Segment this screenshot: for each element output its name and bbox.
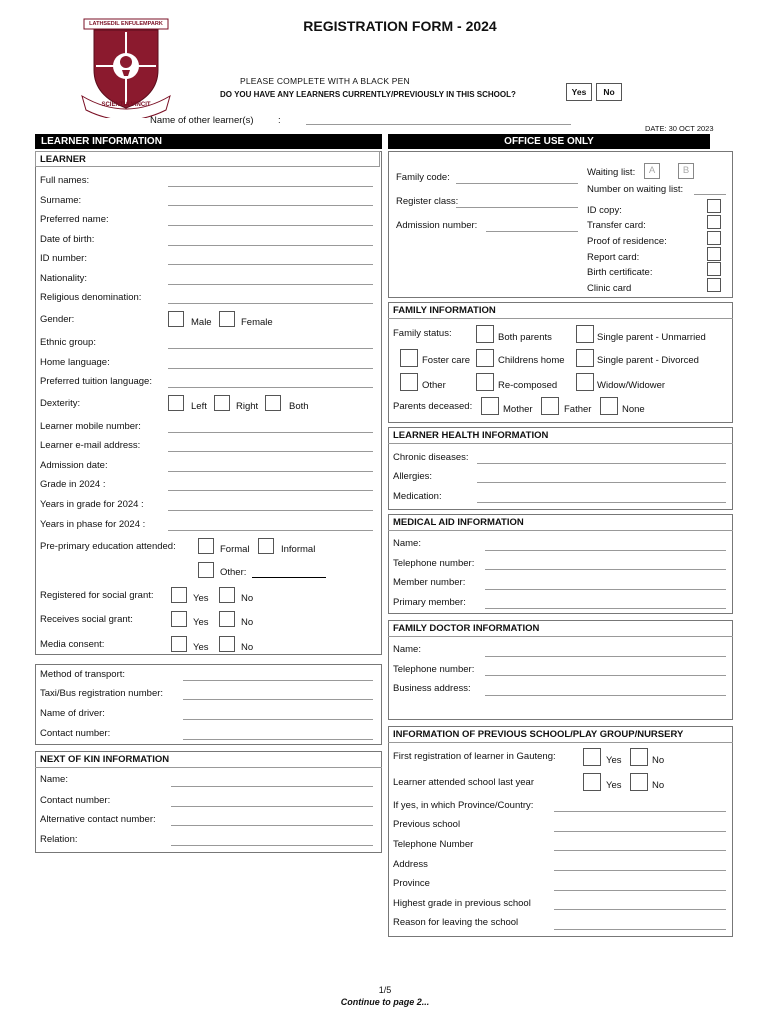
reason-leaving-label: Reason for leaving the school — [393, 917, 519, 928]
kin-header: NEXT OF KIN INFORMATION — [40, 754, 170, 765]
admission-date-label: Admission date: — [40, 460, 108, 471]
email-input[interactable] — [168, 451, 373, 452]
family-status-label: Family status: — [393, 328, 452, 339]
previous-school-header-divider — [388, 742, 733, 743]
deceased-father-label: Father — [564, 404, 592, 415]
school-crest — [80, 18, 172, 118]
family-other-label: Other — [422, 380, 446, 391]
medical-header: MEDICAL AID INFORMATION — [393, 517, 524, 528]
previous-tel-input[interactable] — [554, 850, 726, 851]
allergies-label: Allergies: — [393, 471, 433, 482]
receives-grant-yes-checkbox[interactable] — [171, 611, 187, 627]
preprimary-formal-checkbox[interactable] — [198, 538, 214, 554]
preprimary-label: Pre-primary education attended: — [40, 541, 176, 552]
surname-input[interactable] — [168, 205, 373, 206]
full-names-input[interactable] — [168, 186, 373, 187]
family-foster-label: Foster care — [422, 355, 471, 366]
kin-contact-label: Contact number: — [40, 795, 111, 806]
highest-grade-label: Highest grade in previous school — [393, 898, 531, 909]
grade-label: Grade in 2024 : — [40, 479, 106, 490]
previous-school-input[interactable] — [554, 831, 726, 832]
family-childrens-home-label: Childrens home — [498, 355, 565, 366]
family-single-divorced-checkbox[interactable] — [576, 349, 594, 367]
years-phase-label: Years in phase for 2024 : — [40, 519, 146, 530]
waiting-list-b-box[interactable] — [678, 163, 694, 179]
family-widow-checkbox[interactable] — [576, 373, 594, 391]
primary-member-input[interactable] — [485, 608, 726, 609]
instructions: PLEASE COMPLETE WITH A BLACK PEN — [240, 76, 410, 86]
family-both-parents-label: Both parents — [498, 332, 552, 343]
province-country-label: If yes, in which Province/Country: — [393, 800, 534, 811]
doctor-address-input[interactable] — [485, 695, 726, 696]
previous-province-input[interactable] — [554, 890, 726, 891]
highest-grade-input[interactable] — [554, 909, 726, 910]
deceased-mother-checkbox[interactable] — [481, 397, 499, 415]
deceased-mother-label: Mother — [503, 404, 533, 415]
ethnic-input[interactable] — [168, 348, 373, 349]
first-registration-yes-checkbox[interactable] — [583, 748, 601, 766]
transfer-card-checkbox[interactable] — [707, 215, 721, 229]
sibling-yes-label: Yes — [571, 87, 587, 97]
years-phase-input[interactable] — [168, 530, 373, 531]
medical-tel-input[interactable] — [485, 569, 726, 570]
nationality-input[interactable] — [168, 284, 373, 285]
learner-info-header-text: LEARNER INFORMATION — [41, 136, 162, 147]
learner-section — [35, 151, 382, 655]
dob-input[interactable] — [168, 245, 373, 246]
attended-yes-label: Yes — [606, 780, 622, 791]
id-copy-checkbox[interactable] — [707, 199, 721, 213]
birth-certificate-label: Birth certificate: — [587, 267, 653, 278]
doctor-name-input[interactable] — [485, 656, 726, 657]
gender-female-label: Female — [241, 317, 273, 328]
dexterity-both-label: Both — [289, 401, 309, 412]
family-recomposed-checkbox[interactable] — [476, 373, 494, 391]
preprimary-other-label: Other: — [220, 567, 247, 578]
sibling-yes-button[interactable] — [566, 83, 592, 101]
previous-school-header: INFORMATION OF PREVIOUS SCHOOL/PLAY GROUP/NURSERY — [393, 729, 684, 740]
media-consent-yes-checkbox[interactable] — [171, 636, 187, 652]
kin-header-divider — [35, 767, 382, 768]
attended-yes-checkbox[interactable] — [583, 773, 601, 791]
years-grade-label: Years in grade for 2024 : — [40, 499, 144, 510]
religion-input[interactable] — [168, 303, 373, 304]
province-country-input[interactable] — [554, 811, 726, 812]
media-consent-no-checkbox[interactable] — [219, 636, 235, 652]
receives-grant-label: Receives social grant: — [40, 614, 133, 625]
admission-number-label: Admission number: — [396, 220, 478, 231]
dexterity-both-checkbox[interactable] — [265, 395, 281, 411]
transport-contact-label: Contact number: — [40, 728, 111, 739]
kin-alt-input[interactable] — [171, 825, 373, 826]
other-learner-colon: : — [278, 115, 281, 126]
doctor-name-label: Name: — [393, 644, 421, 655]
tuition-language-input[interactable] — [168, 387, 373, 388]
family-single-divorced-label: Single parent - Divorced — [597, 355, 699, 366]
first-registration-label: First registration of learner in Gauteng: — [393, 751, 556, 762]
transfer-card-label: Transfer card: — [587, 220, 646, 231]
ethnic-label: Ethnic group: — [40, 337, 96, 348]
preprimary-other-input[interactable] — [252, 577, 326, 578]
mobile-label: Learner mobile number: — [40, 421, 141, 432]
driver-name-input[interactable] — [183, 719, 373, 720]
other-learner-label: Name of other learner(s) — [150, 115, 254, 126]
primary-member-label: Primary member: — [393, 597, 466, 608]
page-title: REGISTRATION FORM - 2024 — [303, 18, 497, 34]
continue-note: Continue to page 2... — [340, 997, 430, 1007]
medication-label: Medication: — [393, 491, 442, 502]
family-header: FAMILY INFORMATION — [393, 305, 496, 316]
family-code-label: Family code: — [396, 172, 450, 183]
previous-address-input[interactable] — [554, 870, 726, 871]
medication-input[interactable] — [477, 502, 726, 503]
grade-input[interactable] — [168, 490, 373, 491]
preprimary-formal-label: Formal — [220, 544, 250, 555]
learner-info-header — [35, 134, 382, 149]
previous-address-label: Address — [393, 859, 428, 870]
transport-reg-label: Taxi/Bus registration number: — [40, 688, 164, 699]
waiting-list-label: Waiting list: — [587, 167, 636, 178]
dexterity-left-label: Left — [191, 401, 207, 412]
kin-name-label: Name: — [40, 774, 68, 785]
media-consent-yes-label: Yes — [193, 642, 209, 653]
doctor-tel-input[interactable] — [485, 675, 726, 676]
gender-female-checkbox[interactable] — [219, 311, 235, 327]
attended-no-label: No — [652, 780, 665, 791]
preprimary-informal-label: Informal — [281, 544, 316, 555]
kin-relation-input[interactable] — [171, 845, 373, 846]
home-language-label: Home language: — [40, 357, 110, 368]
family-single-unmarried-checkbox[interactable] — [576, 325, 594, 343]
preferred-name-input[interactable] — [168, 225, 373, 226]
gender-label: Gender: — [40, 314, 75, 325]
home-language-input[interactable] — [168, 368, 373, 369]
first-registration-no-label: No — [652, 755, 665, 766]
chronic-input[interactable] — [477, 463, 726, 464]
mobile-input[interactable] — [168, 432, 373, 433]
medical-header-divider — [388, 530, 733, 531]
health-header: LEARNER HEALTH INFORMATION — [393, 430, 549, 441]
family-foster-checkbox[interactable] — [400, 349, 418, 367]
gender-male-checkbox[interactable] — [168, 311, 184, 327]
sibling-no-button[interactable] — [596, 83, 622, 101]
driver-name-label: Name of driver: — [40, 708, 105, 719]
birth-certificate-checkbox[interactable] — [707, 262, 721, 276]
doctor-header-divider — [388, 636, 733, 637]
attended-no-checkbox[interactable] — [630, 773, 648, 791]
kin-alt-label: Alternative contact number: — [40, 814, 156, 825]
nationality-label: Nationality: — [40, 273, 87, 284]
waiting-list-a-box[interactable] — [644, 163, 660, 179]
family-childrens-home-checkbox[interactable] — [476, 349, 494, 367]
reason-leaving-input[interactable] — [554, 929, 726, 930]
doctor-tel-label: Telephone number: — [393, 664, 475, 675]
member-number-label: Member number: — [393, 577, 466, 588]
form-date: DATE: 30 OCT 2023 — [645, 124, 714, 133]
dexterity-right-checkbox[interactable] — [214, 395, 230, 411]
email-label: Learner e-mail address: — [40, 440, 141, 451]
media-consent-label: Media consent: — [40, 639, 105, 650]
transport-contact-input[interactable] — [183, 739, 373, 740]
sibling-no-label: No — [603, 87, 615, 97]
first-registration-no-checkbox[interactable] — [630, 748, 648, 766]
preferred-name-label: Preferred name: — [40, 214, 109, 225]
learner-subheader-box — [35, 151, 380, 167]
register-class-input[interactable] — [456, 207, 578, 208]
family-single-unmarried-label: Single parent - Unmarried — [597, 332, 706, 343]
admission-number-input[interactable] — [486, 231, 578, 232]
chronic-label: Chronic diseases: — [393, 452, 469, 463]
health-header-divider — [388, 443, 733, 444]
other-learner-input[interactable] — [306, 124, 571, 125]
deceased-none-checkbox[interactable] — [600, 397, 618, 415]
family-header-divider — [388, 318, 733, 319]
years-grade-input[interactable] — [168, 510, 373, 511]
clinic-card-checkbox[interactable] — [707, 278, 721, 292]
medical-name-label: Name: — [393, 538, 421, 549]
waiting-list-a-label: A — [648, 165, 656, 176]
social-grant-yes-checkbox[interactable] — [171, 587, 187, 603]
id-copy-label: ID copy: — [587, 205, 622, 216]
medical-name-input[interactable] — [485, 550, 726, 551]
social-grant-no-label: No — [241, 593, 254, 604]
doctor-address-label: Business address: — [393, 683, 471, 694]
family-both-parents-checkbox[interactable] — [476, 325, 494, 343]
surname-label: Surname: — [40, 195, 82, 206]
preprimary-other-checkbox[interactable] — [198, 562, 214, 578]
proof-residence-label: Proof of residence: — [587, 236, 667, 247]
transport-reg-input[interactable] — [183, 699, 373, 700]
doctor-header: FAMILY DOCTOR INFORMATION — [393, 623, 540, 634]
deceased-father-checkbox[interactable] — [541, 397, 559, 415]
tuition-language-label: Preferred tuition language: — [40, 376, 152, 387]
media-consent-no-label: No — [241, 642, 254, 653]
dexterity-right-label: Right — [236, 401, 259, 412]
parents-deceased-label: Parents deceased: — [393, 401, 473, 412]
id-number-label: ID number: — [40, 253, 87, 264]
admission-date-input[interactable] — [168, 471, 373, 472]
register-class-label: Register class: — [396, 196, 459, 207]
kin-relation-label: Relation: — [40, 834, 78, 845]
social-grant-label: Registered for social grant: — [40, 590, 154, 601]
preprimary-informal-checkbox[interactable] — [258, 538, 274, 554]
report-card-checkbox[interactable] — [707, 247, 721, 261]
learner-subheader: LEARNER — [40, 154, 86, 165]
previous-tel-label: Telephone Number — [393, 839, 474, 850]
receives-grant-no-checkbox[interactable] — [219, 611, 235, 627]
report-card-label: Report card: — [587, 252, 640, 263]
family-code-input[interactable] — [456, 183, 578, 184]
number-waiting-input[interactable] — [694, 194, 726, 195]
allergies-input[interactable] — [477, 482, 726, 483]
dexterity-label: Dexterity: — [40, 398, 81, 409]
transport-method-input[interactable] — [183, 680, 373, 681]
page-number: 1/5 — [378, 985, 392, 995]
dexterity-left-checkbox[interactable] — [168, 395, 184, 411]
gender-male-label: Male — [191, 317, 212, 328]
clinic-card-label: Clinic card — [587, 283, 632, 294]
office-header — [388, 134, 710, 149]
id-number-input[interactable] — [168, 264, 373, 265]
attended-last-year-label: Learner attended school last year — [393, 777, 535, 788]
transport-method-label: Method of transport: — [40, 669, 126, 680]
family-other-checkbox[interactable] — [400, 373, 418, 391]
religion-label: Religious denomination: — [40, 292, 142, 303]
dob-label: Date of birth: — [40, 234, 95, 245]
number-waiting-label: Number on waiting list: — [587, 184, 684, 195]
social-grant-no-checkbox[interactable] — [219, 587, 235, 603]
receives-grant-yes-label: Yes — [193, 617, 209, 628]
deceased-none-label: None — [622, 404, 645, 415]
kin-contact-input[interactable] — [171, 806, 373, 807]
member-number-input[interactable] — [485, 589, 726, 590]
full-names-label: Full names: — [40, 175, 90, 186]
medical-tel-label: Telephone number: — [393, 558, 475, 569]
family-widow-label: Widow/Widower — [597, 380, 666, 391]
social-grant-yes-label: Yes — [193, 593, 209, 604]
first-registration-yes-label: Yes — [606, 755, 622, 766]
kin-name-input[interactable] — [171, 786, 373, 787]
receives-grant-no-label: No — [241, 617, 254, 628]
crest-banner-text: LATHSEDIL ENFULEMPARK — [89, 21, 163, 27]
sibling-question: DO YOU HAVE ANY LEARNERS CURRENTLY/PREVIOUSLY IN THIS SCHOOL? — [220, 90, 516, 99]
crest-motto: SCIENTIA VINCIT — [101, 102, 151, 108]
proof-residence-checkbox[interactable] — [707, 231, 721, 245]
previous-province-label: Province — [393, 878, 430, 889]
waiting-list-b-label: B — [682, 165, 690, 176]
office-header-text: OFFICE USE ONLY — [504, 136, 594, 147]
previous-school-label: Previous school — [393, 819, 461, 830]
family-recomposed-label: Re-composed — [498, 380, 558, 391]
